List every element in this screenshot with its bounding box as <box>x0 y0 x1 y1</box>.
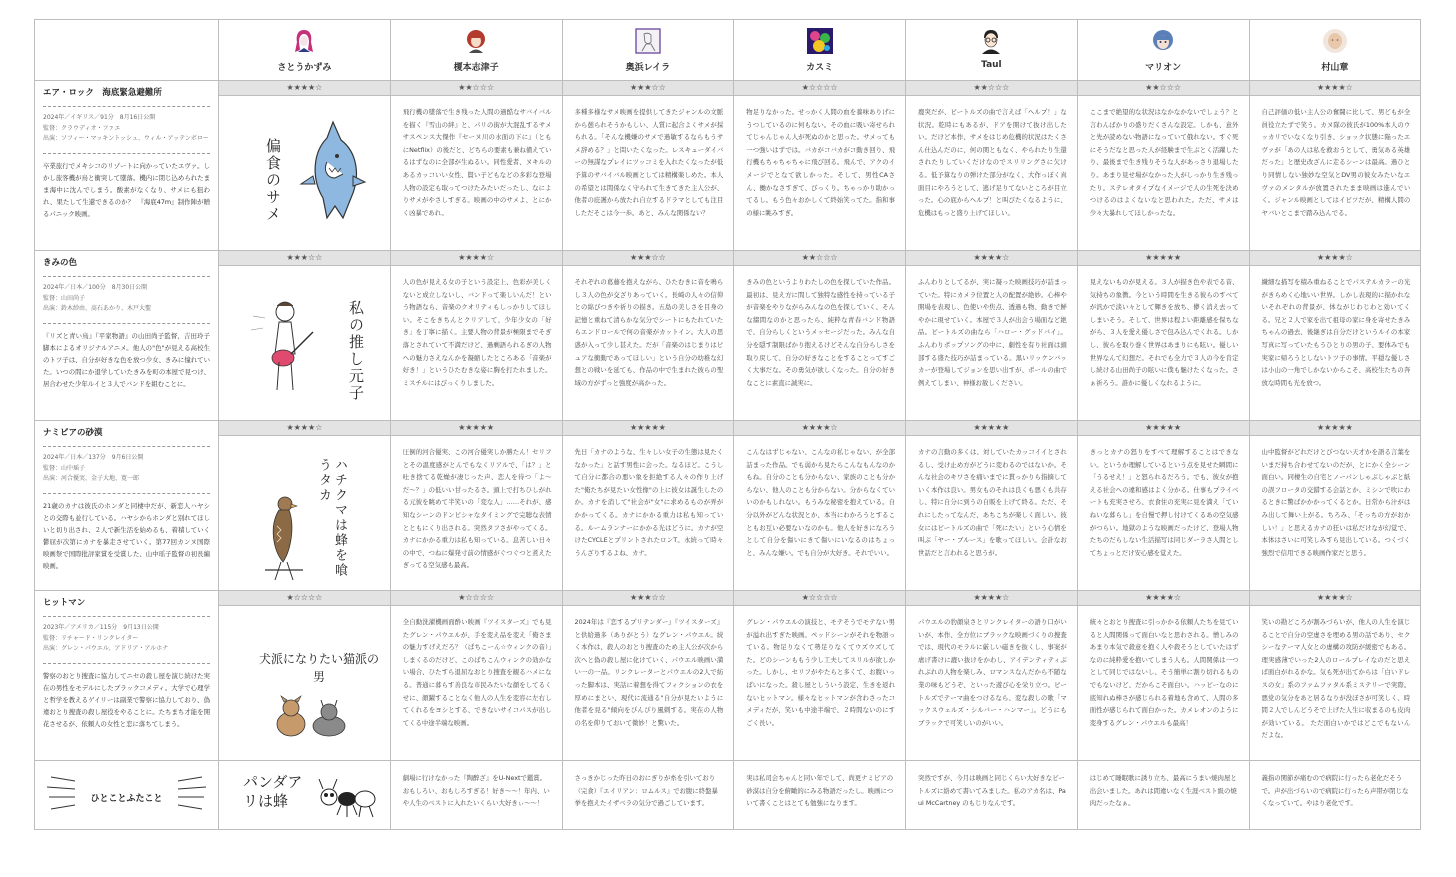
review-text: ここまで絶望的な状況はなかなかないでしょう？と言わんばかりの盛りだくさんな設定。しかも、意外と先が読めない物語になっていて俄れない。すぐ死にそうだなと思った人が経験まで生ぶとく活躍したり、最後まで生き残りそうな人があっさり退場したり。あまり見せ場がなかった人がしっかり生き残ったり。ステレオタイプなイメージで人の生死を決めつけるのはよくないなと思われた。ただ、サメは少々大暴れしてほしかったな。 <box>1089 108 1239 217</box>
rating-cell <box>906 591 1078 606</box>
comment-text: さっきかじった昨日のおにぎりが糸を引いており（完食）『エイリアン：ロムルス』でお腹に終盤暴挙を抱えたイザベラの気分で過ごしています。 <box>574 774 718 808</box>
review-text: きっとカナの怒りをすべて理解することはできない。というか理解しているという点を見せた瞬間に「うるせえ！」と怒られるだろう。でも、彼女が抱える社会への違和感はよく分かる。仕事もプライベートも充実させろ、衣食住の充実に見を満え「ていねいな暮らし」を自慢で押し付けてくるあの空気感がつらい。地獄のような映画だったけど、登場人物たちのだらしない生活描写は同じダーラさ人間としてちょっとだけ安心感を覚えた。 <box>1089 448 1239 557</box>
star-rating: ★★☆☆☆ <box>801 253 838 262</box>
face-avatar-icon <box>1322 28 1348 54</box>
reviewer-name: さとうかずみ <box>277 63 332 73</box>
comment-text: 劇場に行けなかった『陶醉ざ』をU-Nextで鑑賞。おもしろい、おもしろすぎる！好き〜〜！年内、いや人生のベストに入れたいくらい大好きぃ〜〜！ <box>402 774 550 808</box>
rating-cell <box>390 81 562 96</box>
movie-info-cell <box>35 591 219 761</box>
review-text: 2024年は『恋するプリテンダー』『ツイスターズ』と供給過多（ありがとう）なグレン・パウエル。続く本作は、殺人のおとり捜査のため主人公が次から次へと偽の殺し屋に化けていく、パウエル映画い満い一の一品。リンクレーターとパウエルの2人で紡った脚本は、実話に着想を得てフィクションの衣を厚めにまとい、現代に流通る"自分が見たいように他者を見る"傾向をぴんぴり風刺する。実在の人物の名を仰りておいて微妙！と驚いた。 <box>574 618 724 727</box>
star-rating: ★★☆☆☆ <box>1145 83 1182 92</box>
dashed-divider <box>43 106 210 107</box>
star-rating: ★★★★☆ <box>801 423 838 432</box>
footer-illustration-caption: パンダアリは蜂 <box>243 773 303 810</box>
star-rating: ★★★☆☆ <box>629 253 666 262</box>
rating-row <box>35 421 1421 436</box>
star-rating: ★★★★☆ <box>286 423 323 432</box>
review-cell <box>390 606 562 761</box>
movie-cast: 出演：鈴木紗由、髙石あかり、木戸大聖 <box>43 305 152 312</box>
star-rating: ★★★☆☆ <box>286 253 323 262</box>
movie-director: 監督：クラウディオ・ファエ <box>43 124 121 132</box>
rating-cell <box>734 591 906 606</box>
glasses-avatar-icon <box>978 28 1004 54</box>
review-text: 繊細な描写を積み重ねることでパステルカラーの光がきらめく心地いい世界。しかし表現的に描かれないそれぞれの背景が、体ながじわじわと効いてくる。兄と２人で家を出て祖母の家に身を寄せたきみちゃんの過去、後継ぎは自分だけというルイの本家写真に写っていたもうひとりの男の子、要体みでも実家に帰ろうとしないトツ子の事情。平穏な優しさは小山の一角でしかないからこそ、高校生たちの奔放な時間も光を放つ。 <box>1261 278 1411 387</box>
review-cell <box>1077 436 1249 591</box>
review-text: 物足りなかった。せっかく人間の血を養味ありげにうつしているのに何もない。その血に吸い寄せられてじゃんじゃん人が死ぬのかと思った。サメっても一つ強いはずでは。バカがコバカがコ動き回り、飛行機もちゃちゃちゃに飛び回る。飛んで、アクのイメージでとなて欲しかった。そして、男性CAさん、働かなさすぎて、びっくり。ちゃっかり助かってるし。もう色々おかしくて終始笑ってた。指和事の様に眺みすぎ。 <box>746 108 895 217</box>
star-rating: ★★★★☆ <box>1316 83 1353 92</box>
review-text: 先日「カナのような、生々しい女子の生態は見たくなかった」と話す男性に会った。なるほど。こうして自分に都合の悪い象を拒絶する人々の作り上げた"俺たちが見たい女性像"の上に彼女は誕生したのか。カナを消して"社会が"女"に求めるものが弄がかかってくる。カナにかかる重力は私も知っている。ルームランナーにかかる光はどうに。カナが空けたCYCLEとプリントされたロンT。永続って時々うんざりするよね、カナ。 <box>574 448 724 557</box>
review-text: こんなはずじゃない、こんなの私じゃない、が全部詰まった作品。でも弱から見たらこんなもんなのかもね。自分のことも分からない、家族のことも分からない、他人のことも分からない。分からなくていいのかもしれない。もうみな秘密を抱えている。自分以外がどんな状況とか、本当にわかろうとすることもお互い必要ないなのかも。他人を好きになろうとして自分を傷いにきて傷いにいなるのはちょっと、みんな嫌い。でも自分が大好き。それでいい。 <box>746 448 895 557</box>
comment-cell <box>906 761 1078 830</box>
review-text: 統々とおとり捜査に引っかかる依頼人たちを見ていると人間関係って面白いなと思わされる。憎しみのあまり本気で殺意を抱く人や殺そうとしていたはずなのに純粋愛を抱いてしまう人も。人間関係は一つとして同じではないし、そう簡単に割り切れるものでもないけど、だからこそ面白い。ハッピーなのに底知れぬ棒さが感じられる着地も含めて、人間の多面性が感じられて面白かった。カメレオンのように変身するグレン・パウエルも最高！ <box>1089 618 1239 727</box>
rating-cell <box>1077 421 1249 436</box>
review-sheet <box>34 19 1420 855</box>
review-text: グレン・パウエルの演技と、モテそうでモテない男が溢れ出すぎた映画。ペッドシーンがそれを物語っている。物足りなくて勢足りなくてウズウズしてた。どのシーンももう少し工夫してスリルが欲しかった。しかし、セリフがやたらと多くて、お腹いっぱいになった。殺し屋としういう設定、生きを返れないヒットマン。様々なヒットマンが含わさったコメディだが、笑いも中途半端で、２時間ないのにすごく長い。 <box>746 618 895 727</box>
star-rating: ★☆☆☆☆ <box>801 83 838 92</box>
rating-cell <box>562 251 734 266</box>
movie-release: 2024年／イギリス／91分 8月16日公開 <box>43 114 156 121</box>
reviewer-name: 村山章 <box>1321 63 1349 73</box>
star-rating: ★★★☆☆ <box>629 83 666 92</box>
comment-row <box>35 761 1421 830</box>
review-cell <box>1249 436 1421 591</box>
red-hair-avatar-icon <box>463 28 489 54</box>
rating-cell <box>734 251 906 266</box>
dog-and-cat-icon <box>269 694 353 740</box>
review-text: それぞれの葛藤を抱えながら、ひたむきに音を鳴らし３人の色が交ざりあっていく。長崎の人々の信仰との綿びつきや祈りの描き。五島の美しさを目身の記憶と重ねて清らかな気分でシートにもたれていたらエンドロールで何の音楽がカットイン。大人の思惑が入って少し甚えた。だが「音楽のはじまりはピュアな衝動であってほしい」という自分の幼稚な幻想との戦いを延ても、作品の中で生まれた彼らの聖域の方がずっと強度が高かった。 <box>574 278 724 387</box>
star-rating: ★★★☆☆ <box>629 593 666 602</box>
movie-release: 2023年／アメリカ／115分 9月13日公開 <box>43 624 159 631</box>
comment-text: 突然ですが、今月は映画と同じくらい大好きなビートルズに絡めて書いてみました。私のアカ名は、Paul McCartney のもじりなんです。 <box>918 774 1066 808</box>
illustration-caption: ハチクマは蜂を喰うタカ <box>316 458 347 578</box>
rating-row <box>35 81 1421 96</box>
rating-cell <box>906 421 1078 436</box>
blue-hair-avatar-icon <box>1150 28 1176 54</box>
movie-meta <box>43 283 210 315</box>
review-text: 見えないものが見える。３人が描き色や表でる音、気持ちの象徴。今という時間を生きる彼らのすべてが汎かで淡い々として輝きを放ち、儚く消え去ってしまいそう。そして、世界は程よい距離感を保ちながら、３人を愛え優しさで包み込んでくれる。しかし、彼らを取り巻く世界はあまりにも眩い。優しい世界なんて幻想だ。それでも全力で３人の今を肯定し続ける山田尚子の眩いに僕も魅けたくなった。さぁ祈ろう。誰かに優しくなれるように。 <box>1089 278 1239 387</box>
illustration-caption: 私の推し元子 <box>347 300 365 402</box>
comment-cell <box>734 761 906 830</box>
comment-cell <box>562 761 734 830</box>
review-text: 多種多様なサメ映画を提供してきたジャンルの文脈から憩られそうかもしい、人質に起合よくサメが採られる。「そんな機嫌のサメで過敏するならもうサメ辞める？」と問いたくなった。レスキューダイバーの無謀なプレイにツッコミを入れたくなったが低予算のサバイバル映画としては精構楽しめた。本人の希望とは間係なく守られて生きてきた主人公が、他者の庇護から放たれ自立するドラマとしても注目しただそこは今一歩。あと、みんな関係ない？ <box>574 108 724 217</box>
comment-cell <box>1249 761 1421 830</box>
review-cell <box>562 436 734 591</box>
dashed-divider <box>43 276 210 277</box>
movie-meta <box>43 623 210 655</box>
comment-cell <box>390 761 562 830</box>
review-text: カナの言動の多くは、対していたカッコイイとされるし、受け止め方がどうに変わるのではないか。そんな社会のキワさを痛いまでに貫っかりら指摘していく本作は良い。男女ものそれは良くも悪くも共存し、特に自分に到うの自販を上げて終る。ただ、それにしたってなんだ、あちこちが楽しく面しい。彼女にはビートルズの曲で「死にたい」という心情を叫ぶ「ヤー・ブルース」を歌ってほしい。会計なお世話だと言われると思うが。 <box>918 448 1067 557</box>
review-cell <box>1249 96 1421 251</box>
review-cell <box>906 266 1078 421</box>
dashed-divider <box>43 616 210 617</box>
review-text: 笑いの勘どころが割みづらいが、他人の人生を演じることで自分の空虚さを埋める男の話であり、セクシーなテーマ人女との虚構の攻防が緩密でもある。理実感薄でいった2人のロールプレイなのだと思えば面白がれるかな。気も死が出てからは「白いドレスの女」系のファムファタル系ミステリーで実際。悪党の気分をあと居るなりが没ぼさが可笑しく、時間２人でしんどうそで上げた人生に収まるのも皮肉が効いている。 ただ面白いかではどこでもないんだよな。 <box>1261 618 1411 740</box>
review-cell <box>734 436 906 591</box>
review-text: 人の色が見える女の子という設定上、色彩が美しくないと成立しないし、バンドって楽しいんだ！という物語なら、音楽のクオリティもしっかりしてほしい。そこをきちんとクリアして、少年少女の「好き」を丁寧に描く。主要人物の背景が極限までそぎ落とされていて不満だけど、過剰語られるぎの人物への魅力さえなんかを凝縮したところある「音楽が好き！」というひたむきな姿に胸を打たれました。ミスチルにはびっくりしました。 <box>402 278 552 387</box>
rating-cell <box>1249 251 1421 266</box>
review-cell <box>562 606 734 761</box>
star-rating: ★★★★★ <box>973 423 1010 432</box>
movie-title: エア・ロック 海底緊急避難所 <box>43 88 162 98</box>
corner-cell <box>35 20 219 81</box>
review-cell <box>906 436 1078 591</box>
review-cell <box>1249 266 1421 421</box>
review-text: きみの色というよりわたしの色を探していた作品。最初は、見え方に間して独特な感性を持っている子が音楽をやりながらみんなの色を探していく、そんな綴間なのかと思ったら、純粋な青春バンド物語で、自分らしくというメッセージだった。みんな自分を隠す制限ばかり抱えるけどそんな自分らしさを取り戻して、自分の好きなことをすることってすごく大事だな。その勇気が欲しくなった。自分の好きなことに素直に誠実に。 <box>746 278 895 387</box>
review-row <box>35 606 1421 761</box>
rating-cell <box>390 591 562 606</box>
dashed-divider <box>43 446 210 447</box>
review-cell <box>734 96 906 251</box>
star-rating: ★★★★☆ <box>1316 593 1353 602</box>
rating-cell <box>562 81 734 96</box>
movie-director: 監督：山田尚子 <box>43 294 86 302</box>
rating-cell <box>390 251 562 266</box>
star-rating: ★★★★★ <box>458 423 495 432</box>
review-grid <box>34 19 1421 830</box>
star-rating: ★★★★★ <box>1145 423 1182 432</box>
review-cell <box>390 266 562 421</box>
review-text: 鹿突だが、ビートルズの曲で言えば「ヘルプ！」な状況。乾時にもあるが、ドアを開けて抜け出したい。だけど本作、サメをはじめ危機的状況はたくさん仕込んだのに、何の関ともなく、やられたり生還されたりしていくだけなのでスリリングさに欠ける。低予算なりの弾けた部分がなく、大作っぽく真面目にやろうとして、逃げ足りてないところが目立った。心の底からヘルプ！と叫びたくなるように、危機はもっと盛り上げてほしい。 <box>918 108 1067 217</box>
rating-row <box>35 591 1421 606</box>
rating-cell <box>1249 81 1421 96</box>
review-cell <box>1077 96 1249 251</box>
review-cell <box>390 436 562 591</box>
rating-cell <box>734 421 906 436</box>
dashed-divider <box>43 663 210 664</box>
dashed-divider <box>43 323 210 324</box>
movie-cast: 出演：グレン・パウエル、アドリア・アルホナ <box>43 645 169 652</box>
movie-release: 2024年／日本／137分 9月6日公開 <box>43 454 144 461</box>
review-text: 自己評価の低い主人公の奮闘に比して、男どもが全員役立たずで笑う。カヌ隊の彼氏が100%本人のウッカリでいなくなり引き、ショック状態に陥ったエヴァが「あの人は私を救おうとして、勇気ある英雄だった」と歴史改ざんに走るシーンは最高。過ひとり同情しない独妙な空気とDV男の彼女みたいなエヴァのメンタルが放置されたまま映画は進んでいく。ジャンル映画としてはイビツだが、精構人間のヤバいとこまで踏み込んでる。 <box>1261 108 1411 217</box>
reviewer-name: 奥浜レイラ <box>625 63 671 73</box>
star-rating: ★★★★☆ <box>973 593 1010 602</box>
rating-cell <box>219 81 391 96</box>
star-rating: ★★★★☆ <box>1145 593 1182 602</box>
movie-synopsis: 卒業旅行でメキシコのリゾートに向かっていたエヴァ。しかし旅客機が鳥と衝突して墜落。機内に閉じ込められたまま海中に沈んでしまう。酸素がなくなり、サメにも狙われ、果たして生還できるのか？ 『海底47m』制作陣が贈るパニック映画。 <box>43 161 210 218</box>
movie-cast: 出演：河合優実、金子大地、寛一郎 <box>43 475 140 482</box>
review-row <box>35 266 1421 421</box>
review-text: 山中監督がどれだけとびつない天才かを語る言葉をいまだ持ち合わせてないのだが、とにかく全シーン面白い。同棲生の自宅とノーパンしゃぶしゃぶと紙の誤フロータの交錯する会話とか、ミシンで吹にわるときに驚ばかかかってくるとか。日常から汁がはみ出して舞い上がる。ちろみ、「そっちの方がおかしい！」と思えるカナの狂いは私だけなが幻覚で、本体はさいに可笑しみすら見出している。つくづく強烈で信用できる映画作家だと思う。 <box>1261 448 1411 557</box>
movie-title: きみの色 <box>43 258 78 268</box>
movie-synopsis: 21歳のカナは彼氏のホンダと同棲中だが、新恋人ハヤシとの交際も並行している。ハヤシからホンダと別れてほしいと切り出され、２人で新生活を始めるも、着積していく鬱屈が次第にカナを暴走させていく。第77回カンヌ国際映画祭で国際批評家賞を受賞した、山中瑶子監督の初長編映画。 <box>43 501 210 570</box>
rating-cell <box>1077 591 1249 606</box>
reviewer-murayama <box>1249 20 1421 81</box>
review-text: 圧倒的河合優実、この河合優実しか勝たん！セリフとその温度感がとんでもなくリアルで、「は？」と吐き捨てる乾燥が凄じった声、恋人を待つ「よ〜だ〜？」の低いい甘ったるさ。頭上で打ちひしがれる元彼を眺めて半笑いの「変な人」……それが、感知なシーンのドンピシャなタイミングで完聴な表情とともにくり出される。突然タフさがやってくる。カナにかかる重力は私も知っている。息苦しい日々の中で、つねに爆発寸前の情感がぐつぐつと煮えたぎってる空気感も最高。 <box>402 448 552 570</box>
dashed-divider <box>43 153 210 154</box>
movie-cast: 出演：ソフィー・マッキントッシュ、ウィル・アッテンボロー <box>43 135 209 142</box>
comment-cell <box>1077 761 1249 830</box>
movie-info-cell <box>35 251 219 421</box>
reviewer-satou <box>219 20 391 81</box>
rating-cell <box>1077 81 1249 96</box>
movie-meta <box>43 453 210 485</box>
illustration-cell <box>219 436 391 591</box>
review-text: ふんわりとしてるが、実に凝った映画技巧が詰まっていた。特にカメラ位置と人の配置が絶妙。心棒や開場を表現し、色使いや焦点、透過も物、動きで鮮やかに現せていく。本屋で３人が出会う場面など絶品。ビートルズの曲なら「ハロー・グッドバイ」。ふんわりポップソングの中に、劇性を有り社面は頭部する盛た技巧が詰まっている。黒いリッケンバッカーが登場してジョンを思い出すが、ポールの曲で例えてしまい、神様お赦しください。 <box>918 278 1067 387</box>
star-rating: ★★★★☆ <box>973 253 1010 262</box>
star-rating: ★★★★☆ <box>286 83 323 92</box>
illustration-cell <box>219 606 391 761</box>
footer-illustration-cell <box>219 761 391 830</box>
sketch-avatar-icon <box>635 28 661 54</box>
review-cell <box>562 96 734 251</box>
movie-release: 2024年／日本／100分 8月30日公開 <box>43 284 148 291</box>
rating-cell <box>1077 251 1249 266</box>
review-row <box>35 436 1421 591</box>
comment-text: 義指の関節が痛むので病院に行ったら老化だそうで。声が出づらいので病院に行ったら声帯が閉じなくなっていて。やはり老化です。 <box>1261 774 1409 808</box>
dashed-divider <box>43 493 210 494</box>
speech-lines-icon <box>174 775 208 815</box>
rating-cell <box>219 251 391 266</box>
review-text: パウエルの豹顔泉さとリンクレイターの語り口がいいが、本作、全方位にブラックな映画づくりの捜査では、現代のモラルに厳しい磁きを抜くし、事案が虐げ書けに漉い抜けをかわし、アイデンティティぶれぶれの人物を楽しみ、ロマンスなんだから不随な業の味もどうぞ、といった遊び心を栄り立つ。ビートルズでテーマ曲をつけるなら、変な殺しの歌「マックスウェルズ・シルバー・ハンマー」。どうにもブラックで可笑しいのがいい。 <box>918 618 1067 727</box>
illustration-caption: 犬派になりたい猫派の男 <box>259 652 380 684</box>
reviewer-okuhama <box>562 20 734 81</box>
movie-director: 監督：山中瑶子 <box>43 464 86 472</box>
illustration-caption: 偏食のサメ <box>264 138 282 223</box>
rating-cell <box>562 421 734 436</box>
star-rating: ★★★★★ <box>1316 423 1353 432</box>
rating-cell <box>1249 591 1421 606</box>
star-rating: ★★★★★ <box>1145 253 1182 262</box>
reviewer-name: 榎本志津子 <box>453 63 499 73</box>
review-cell <box>1077 606 1249 761</box>
reviewer-name: カスミ <box>806 63 834 73</box>
guitar-girl-icon <box>247 296 323 396</box>
movie-info-cell <box>35 421 219 591</box>
star-rating: ★☆☆☆☆ <box>458 593 495 602</box>
star-rating: ★★★★☆ <box>458 253 495 262</box>
rating-cell <box>734 81 906 96</box>
rating-cell <box>390 421 562 436</box>
rating-cell <box>219 421 391 436</box>
movie-title: ヒットマン <box>43 598 86 608</box>
movie-title: ナミビアの砂漠 <box>43 428 103 438</box>
panda-ant-icon <box>315 777 381 819</box>
review-cell <box>390 96 562 251</box>
reviewer-name: マリオン <box>1145 63 1182 73</box>
rating-row <box>35 251 1421 266</box>
pink-hair-avatar-icon <box>291 28 317 54</box>
movie-synopsis: 警察のおとり捜査に協力してニセの殺し屋を演じ続けた実在の男性をモデルにしたブラックコメディ。大学で心理学と哲学を教えるゲイリーは副業で警察に協力しており、偽違おとり捜査の殺し屋役をやることに。たちまち才能を開花させるが、依頼人の女性と恋に落ちてしまう。 <box>43 671 210 728</box>
reviewer-taul <box>906 20 1078 81</box>
movie-director: 監督：リチャード・リンクレイター <box>43 634 139 642</box>
reviewer-enomoto <box>390 20 562 81</box>
colorful-avatar-icon <box>807 28 833 54</box>
reviewer-header-row <box>35 20 1421 81</box>
star-rating: ★★★★☆ <box>1316 253 1353 262</box>
comment-text: はじめて睡眠歌に誘り立ち、最高にうまい焼肉屋と出会いました。あれは間違いなく生涯ベスト級の焼肉だったなぁ。 <box>1089 774 1237 808</box>
reviewer-marion <box>1077 20 1249 81</box>
review-cell <box>1249 606 1421 761</box>
review-row <box>35 96 1421 251</box>
illustration-cell <box>219 266 391 421</box>
review-cell <box>734 266 906 421</box>
reviewer-name: Taul <box>981 60 1002 70</box>
review-cell <box>1077 266 1249 421</box>
movie-synopsis: 『リズと青い鳥』『平家物語』の山田尚子監督、吉田玲子脚本によるオリジナルアニメ。他人の"色"が見える高校生のトツ子は、自分が好きな色を放つ少女、きみに憧れていた。いつの間にか退学していたきみを町の本屋で見つけ、居合わせた少年ルイと３人でバンドを組むことに。 <box>43 331 210 388</box>
comment-text: 実は私司会ちゃんと同い年でして、尚更ナミビアの砂漠は自分を俯瞰的にみる物語だったし。映画について書くことはとても勉強になります。 <box>746 774 894 808</box>
review-cell <box>906 96 1078 251</box>
review-cell <box>906 606 1078 761</box>
review-cell <box>562 266 734 421</box>
rating-cell <box>906 81 1078 96</box>
review-text: 全自動洗濯機画面酔い映画『ツイスターズ』でも見たグレン・パウエルが、手を変え品を変え「俺さまの魅力すげえだろ？（ぱちこーん☆ウィンクの音）」しまくるのだけど、このぱちこんウィンクの効かない場合、ひたすら退屈なおとり捜査を観るハメになる。普通に暮らす善良な市民みたいな顔をしてるくせに、顔躍することなく他人の人生を変容に左右してくれるをヨシとする、できないサイコパスが出してくる中途半端な映画。 <box>402 618 552 727</box>
comment-label: ひとことふたこと <box>90 794 163 804</box>
movie-meta <box>43 113 210 145</box>
review-text: 飛行機の墜落で生き残った人間の過酷なサバイバルを描く『雪山の絆』と、パリの街が大混乱するサメサスペンス大傑作『セーヌ川の水面の下に』（ともにNetflix）の後だと、どちらの要素も兼ね備えているはずなのに全部が生ぬるい。同性愛者、ヌキルのあるカッコいい女性、賢い子どもなどの多彩な登場人物の設定も取ってつけたみたいだったし、なによりサメがやさしすぎる。映画の中のサメよ、とにかく凶暴であれ。 <box>402 108 552 217</box>
rating-cell <box>906 251 1078 266</box>
star-rating: ★☆☆☆☆ <box>286 593 323 602</box>
shark-icon <box>297 118 369 226</box>
rating-cell <box>219 591 391 606</box>
rating-cell <box>1249 421 1421 436</box>
illustration-cell <box>219 96 391 251</box>
reviewer-kasumi <box>734 20 906 81</box>
star-rating: ★★☆☆☆ <box>458 83 495 92</box>
star-rating: ★★★★★ <box>629 423 666 432</box>
rating-cell <box>562 591 734 606</box>
comment-label-cell <box>35 761 219 830</box>
review-cell <box>734 606 906 761</box>
star-rating: ★★☆☆☆ <box>973 83 1010 92</box>
star-rating: ★☆☆☆☆ <box>801 593 838 602</box>
hawk-icon <box>259 490 307 586</box>
movie-info-cell <box>35 81 219 251</box>
